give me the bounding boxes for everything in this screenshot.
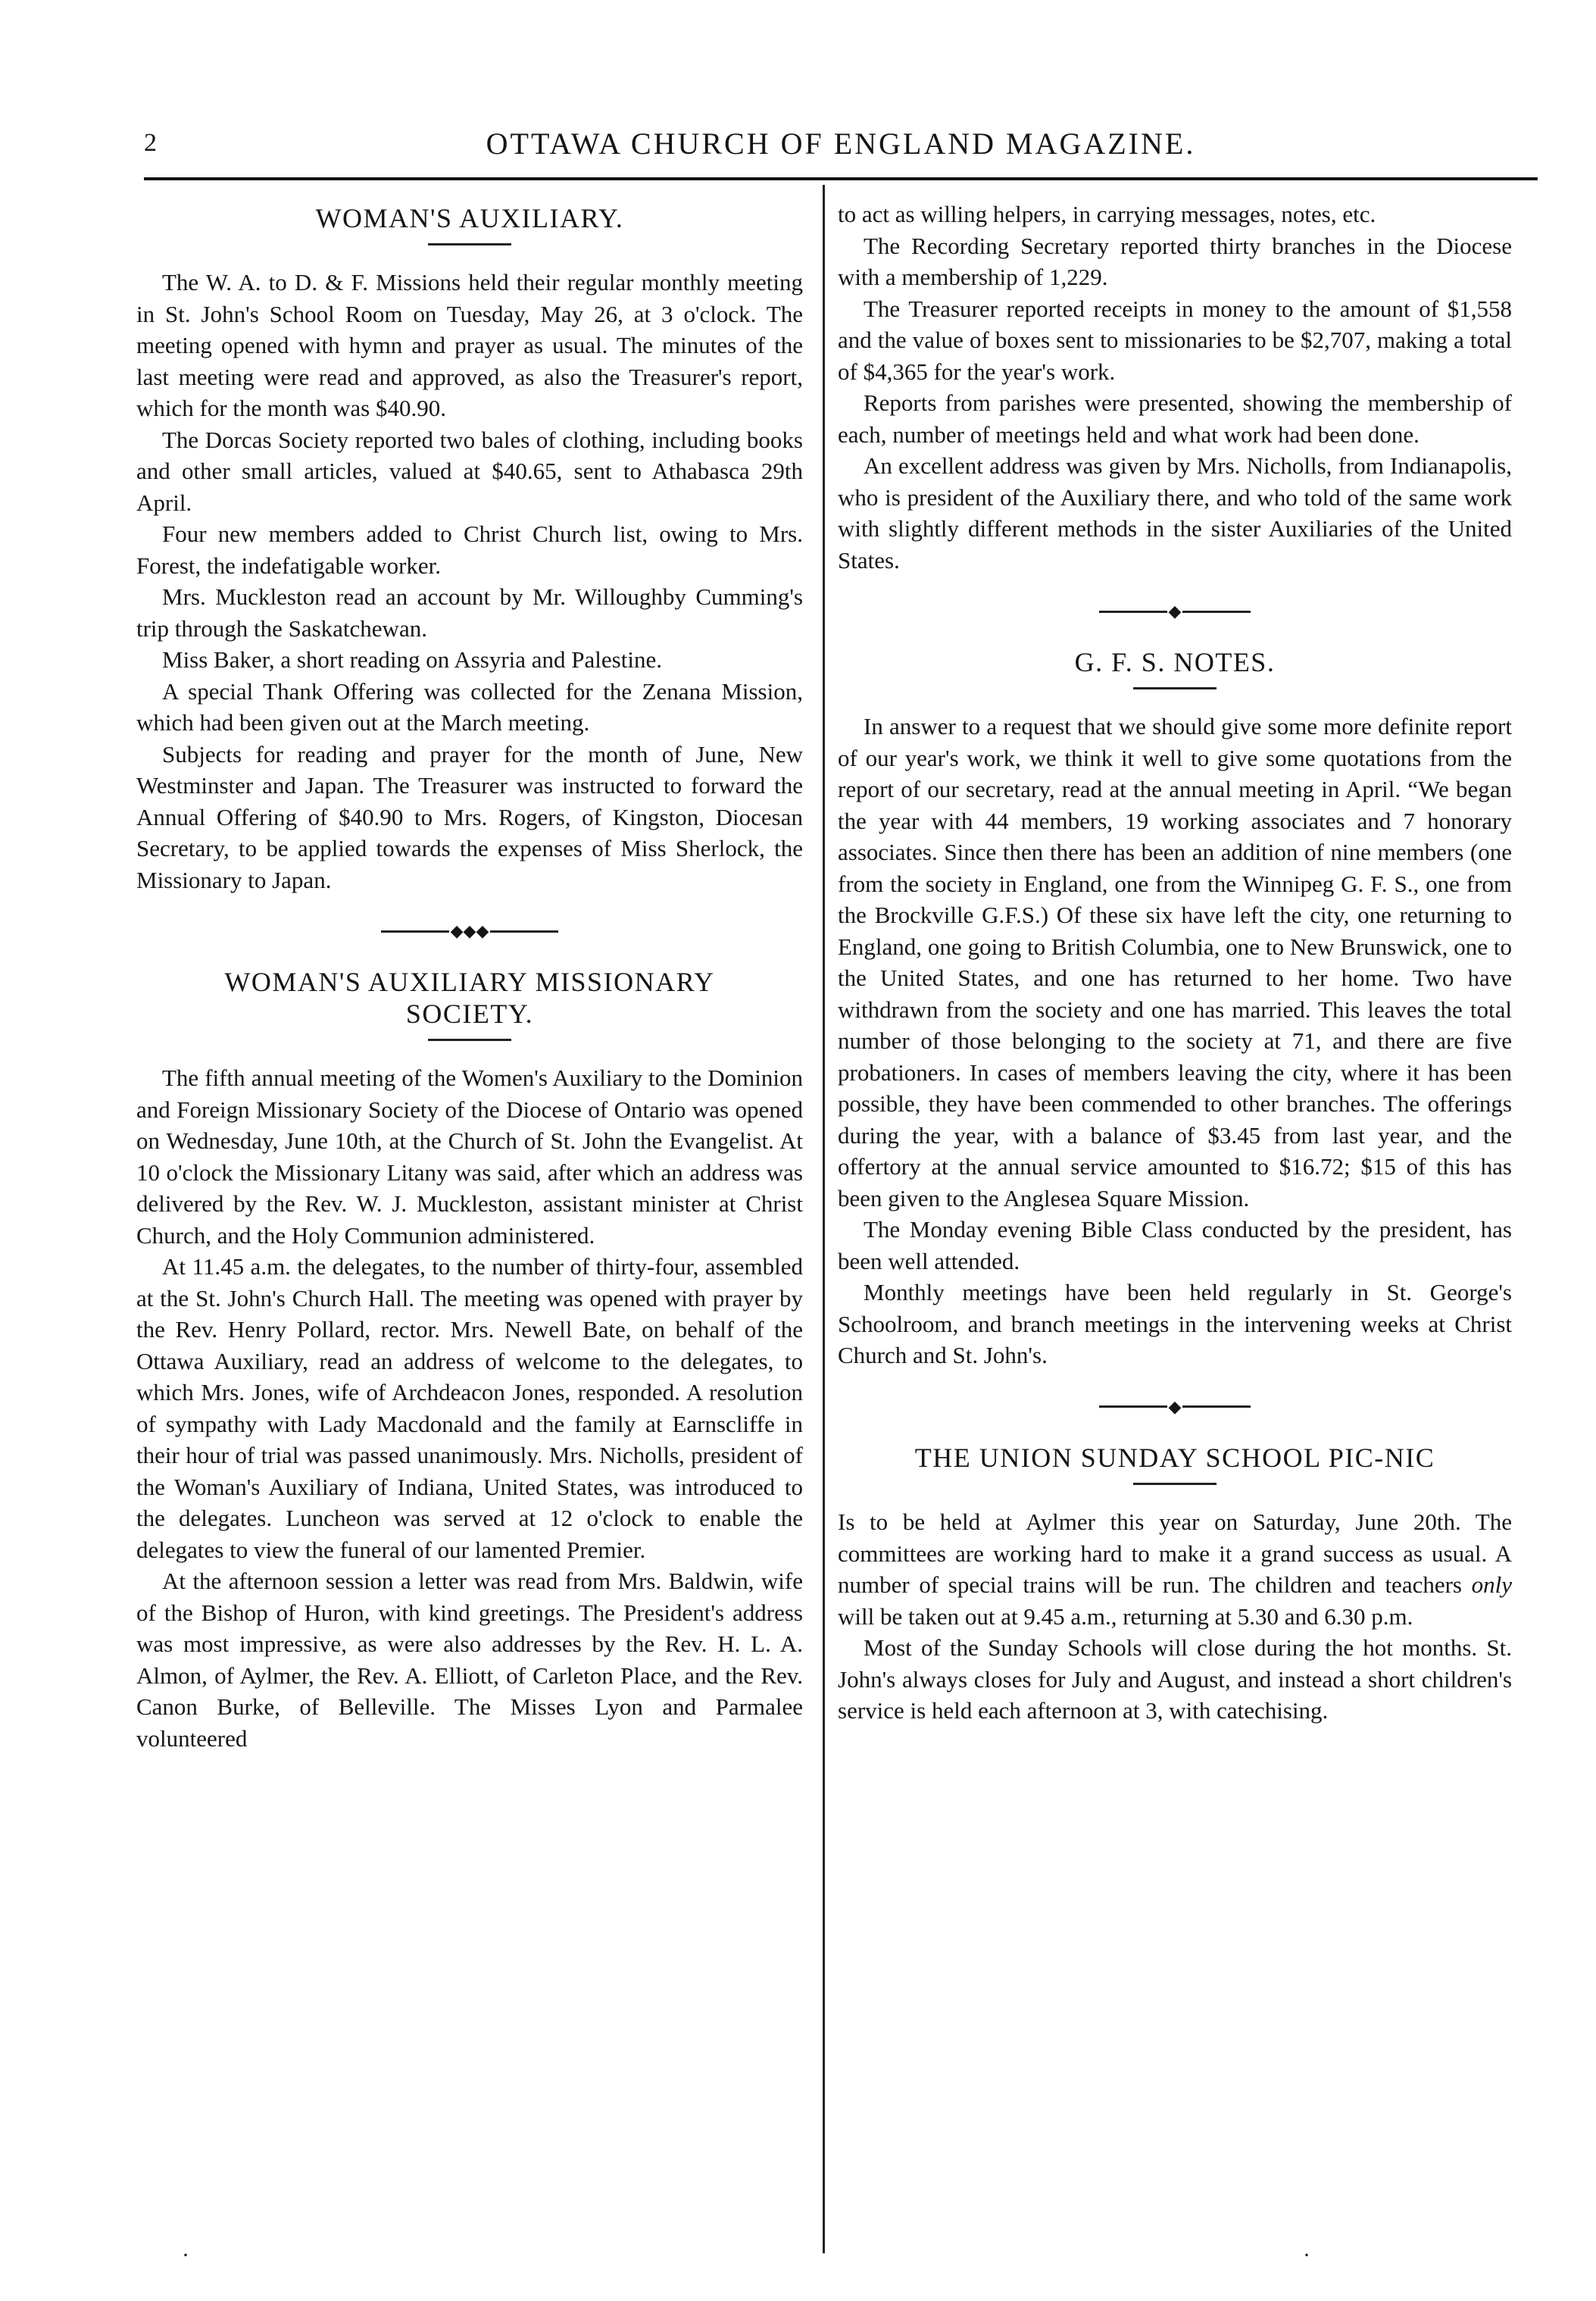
paragraph: In answer to a request that we should give some more definite report of our year's work, we think it well to give some quotations from the report of our secretary, read at the annual meeting in April. “We began the year with 44 members, 19 working associates and 7 honorary associates. Since then there has been an addition of nine members (one from the society in England, one from the Winnipeg G. F. S., one from the Brockville G.F.S.) Of these six have left the city, one returning to England, one going to British Columbia, one to New Brunswick, one to the United States, and one has returned to her home. Two have withdrawn from the society and one has married. This leaves the total number of those belonging to the society at 71, and there are five probationers. In cases of members leaving the city, where it has been possible, they have been commended to other branches. The offerings during the year, with a balance of $3.45 from last year, and the offertory at the annual service amounted to $16.72; $15 of this has been given to the Anglesea Square Mission. bbox=[838, 713, 1512, 1211]
magazine-title: OTTAWA CHURCH OF ENGLAND MAGAZINE. bbox=[486, 127, 1196, 161]
paragraph: A special Thank Offering was collected for the Zenana Mission, which had been given out at the March meeting. bbox=[136, 677, 803, 736]
paragraph: The Recording Secretary reported thirty branches in the Diocese with a membership of 1,229. bbox=[838, 232, 1512, 290]
paragraph: An excellent address was given by Mrs. Nicholls, from Indianapolis, who is president of the Auxiliary there, and who told of the same work with slightly different methods in the sister Auxiliaries of the United States. bbox=[838, 452, 1512, 574]
section-ornament: ◆ bbox=[838, 599, 1512, 621]
paragraph: The Treasurer reported receipts in money to the amount of $1,558 and the value of boxes sent to missionaries to be $2,707, making a total of $4,365 for the year's work. bbox=[838, 295, 1512, 385]
masthead-rule bbox=[144, 177, 1538, 180]
paragraph: Monthly meetings have been held regularly in St. George's Schoolroom, and branch meetings in the intervening weeks at Christ Church and St. John's. bbox=[838, 1279, 1512, 1369]
heading-gfs-notes: G. F. S. NOTES. bbox=[1074, 647, 1276, 678]
heading-rule bbox=[428, 1039, 511, 1041]
paragraph: Reports from parishes were presented, showing the membership of each, number of meetings held and what work had been done. bbox=[838, 389, 1512, 448]
paragraph: to act as willing helpers, in carrying messages, notes, etc. bbox=[838, 201, 1376, 227]
heading-rule bbox=[1133, 1483, 1217, 1485]
paragraph: The Monday evening Bible Class conducted by the president, has been well attended. bbox=[838, 1216, 1512, 1274]
left-column bbox=[136, 199, 803, 1754]
paragraph: At 11.45 a.m. the delegates, to the number of thirty-four, assembled at the St. John's Church Hall. The meeting was opened with prayer by the Rev. Henry Pollard, rector. Mrs. Newell Bate, on behalf of the Ottawa Auxiliary, read an address of welcome to the delegates, to which Mrs. Jones, wife of Archdeacon Jones, responded. A resolution of sympathy with Lady Macdonald and the family at Earnscliffe in their hour of trial was passed unanimously. Mrs. Nicholls, president of the Woman's Auxiliary of Indiana, United States, was introduced to the delegates. Luncheon was served at 12 o'clock to enable the delegates to view the funeral of our lamented Premier. bbox=[136, 1253, 803, 1563]
heading-union-sunday-school-picnic: THE UNION SUNDAY SCHOOL PIC-NIC bbox=[914, 1442, 1435, 1473]
paragraph: Miss Baker, a short reading on Assyria and Palestine. bbox=[162, 646, 662, 674]
masthead bbox=[144, 126, 1538, 171]
paragraph: Is to be held at Aylmer this year on Saturday, June 20th. The committees are working hard to make it a grand success as usual. A number of special trains will be run. The children and teachers only will be taken out at 9.45 a.m., returning at 5.30 and 6.30 p.m. bbox=[838, 1508, 1512, 1630]
column-divider bbox=[823, 185, 825, 2253]
emphasis-only: only bbox=[1471, 1571, 1512, 1599]
heading-womans-auxiliary-missionary-society: WOMAN'S AUXILIARY MISSIONARY SOCIETY. bbox=[224, 967, 715, 1029]
paragraph: Mrs. Muckleston read an account by Mr. Willoughby Cumming's trip through the Saskatchewan. bbox=[136, 583, 803, 642]
paragraph: The Dorcas Society reported two bales of clothing, including books and other small articles, valued at $40.65, sent to Athabasca 29th April. bbox=[136, 426, 803, 516]
paragraph: The fifth annual meeting of the Women's Auxiliary to the Dominion and Foreign Missionary Society of the Diocese of Ontario was opened on Wednesday, June 10th, at the Church of St. John the Evangelist. At 10 o'clock the Missionary Litany was said, after which an address was delivered by the Rev. W. J. Muckleston, assistant minister at Christ Church, and the Holy Communion administered. bbox=[136, 1065, 803, 1249]
page-number: 2 bbox=[144, 129, 157, 157]
heading-rule bbox=[1133, 687, 1217, 689]
heading-rule bbox=[428, 243, 511, 245]
section-ornament: ◆◆◆ bbox=[136, 918, 803, 941]
paragraph: Four new members added to Christ Church list, owing to Mrs. Forest, the indefatigable worker. bbox=[136, 521, 803, 579]
footer-dot: · bbox=[1303, 2243, 1310, 2268]
footer-dot: · bbox=[182, 2243, 189, 2268]
paragraph: Most of the Sunday Schools will close during the hot months. St. John's always closes for July and August, and instead a short children's service is held each afternoon at 3, with catechising. bbox=[838, 1634, 1512, 1724]
paragraph: Subjects for reading and prayer for the month of June, New Westminster and Japan. The Treasurer was instructed to forward the Annual Offering of $40.90 to Mrs. Rogers, of Kingston, Diocesan Secretary, to be applied towards the expenses of Miss Sherlock, the Missionary to Japan. bbox=[136, 740, 803, 893]
heading-womans-auxiliary: WOMAN'S AUXILIARY. bbox=[315, 203, 624, 233]
paragraph: The W. A. to D. & F. Missions held their regular monthly meeting in St. John's School Room on Tuesday, May 26, at 3 o'clock. The meeting opened with hymn and prayer as usual. The minutes of the last meeting were read and approved, as also the Treasurer's report, which for the month was $40.90. bbox=[136, 269, 803, 422]
section-ornament: ◆ bbox=[838, 1394, 1512, 1417]
right-column bbox=[838, 199, 1512, 1727]
paragraph: At the afternoon session a letter was read from Mrs. Baldwin, wife of the Bishop of Huron, with kind greetings. The President's address was most impressive, as were also addresses by the Rev. H. L. A. Almon, of Aylmer, the Rev. A. Elliott, of Carleton Place, and the Rev. Canon Burke, of Belleville. The Misses Lyon and Parmalee volunteered bbox=[136, 1568, 803, 1752]
